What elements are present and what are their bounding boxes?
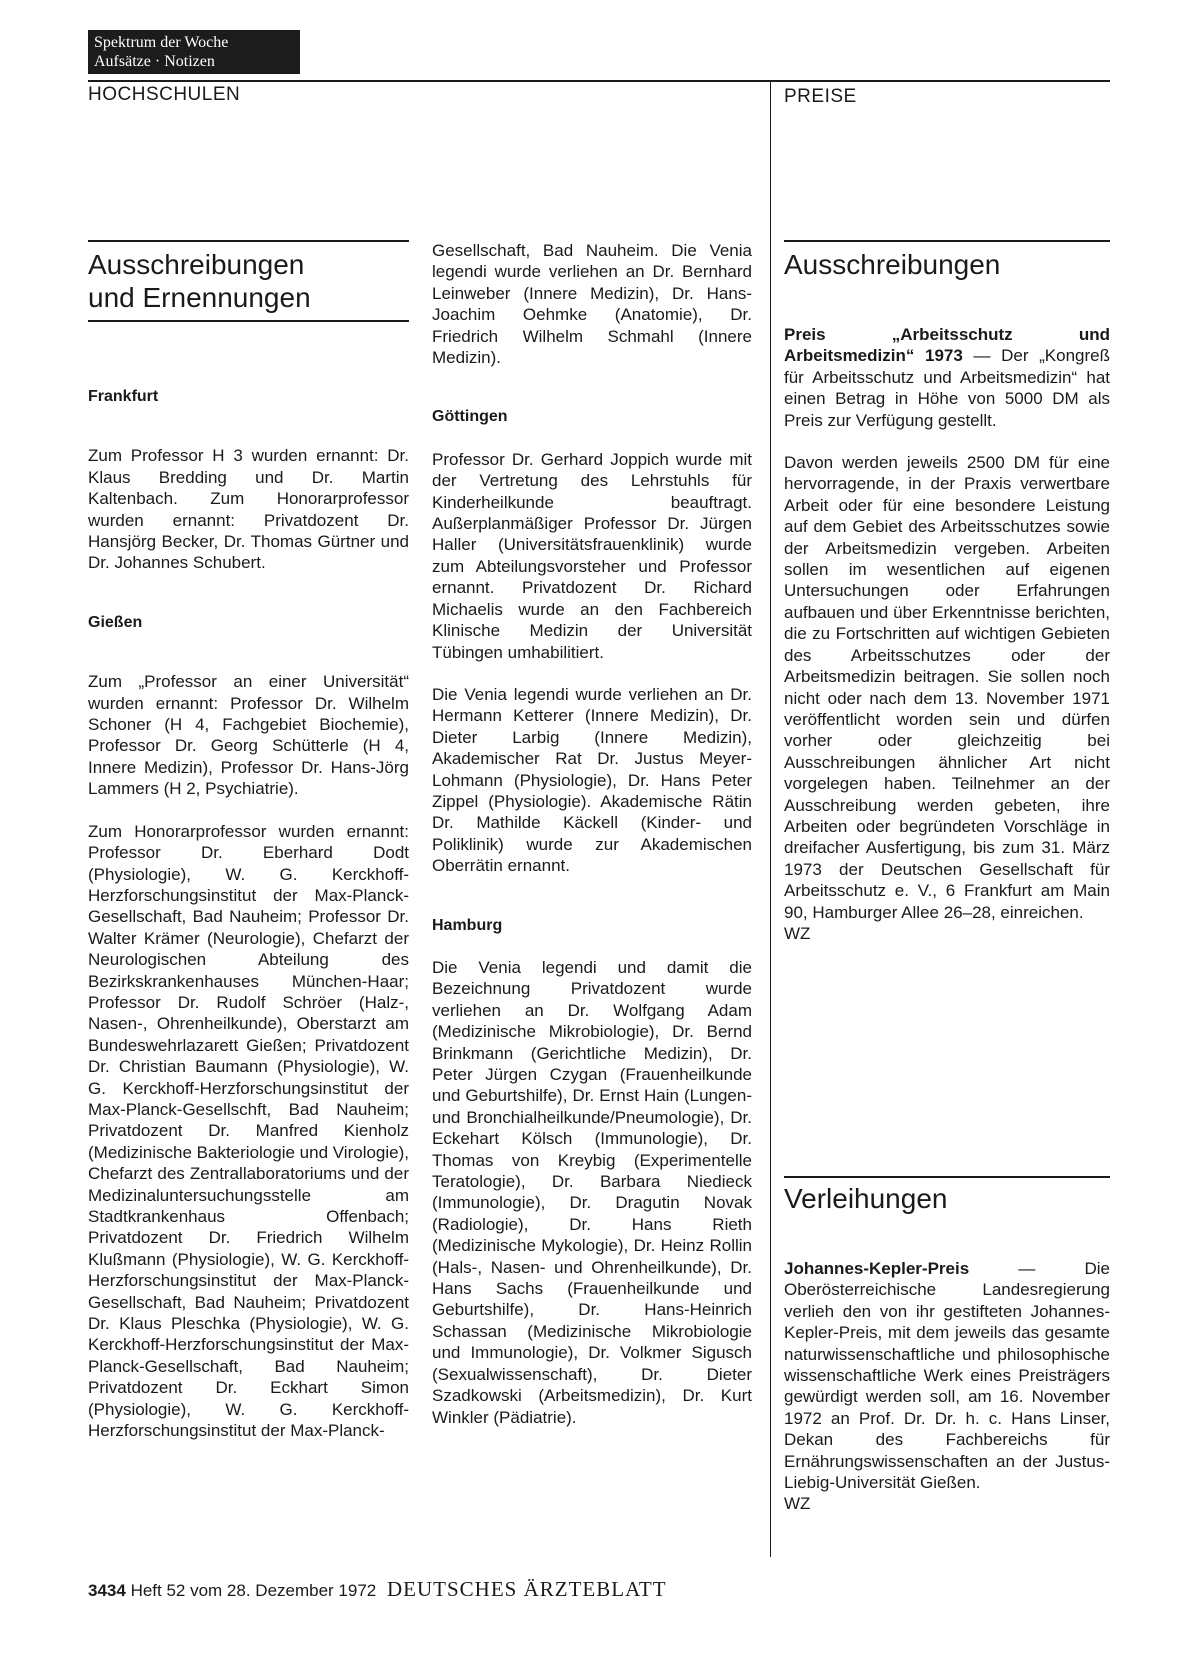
- section-header-box: [88, 30, 300, 74]
- issue-info: Heft 52 vom 28. Dezember 1972: [130, 1581, 377, 1600]
- preis-arbeitsschutz-lead: Preis „Arbeitsschutz und Arbeitsmedizin“ 1973: [784, 325, 1110, 366]
- article-title-line-2: und Ernennungen: [88, 282, 311, 313]
- subhead-goettingen: Göttingen: [432, 408, 508, 426]
- page-footer: [88, 1577, 667, 1602]
- header-line-1: Spektrum der Woche: [94, 34, 229, 51]
- preise-title-ausschreibungen: Ausschreibungen: [784, 249, 1001, 280]
- paragraph-frankfurt: Zum Professor H 3 wurden ernannt: Dr. Klaus Bredding und Dr. Martin Kaltenbach. Zum Honorarprofessor wurden ernannt: Privatdozent Dr. Hansjörg Becker, Dr. Thomas Gürtner und Dr. Johannes Schubert.: [88, 446, 409, 573]
- column-3-body: [784, 248, 1110, 944]
- paragraph-giessen-2: Zum Honorarprofessor wurden ernannt: Professor Dr. Eberhard Dodt (Physiologie), W. G. Kerckhoff-Herzforschungsinstitut der Max-Planck-Gesellschaft, Bad Nauheim; Professor Dr. Walter Krämer (Neurologie), Chefarzt der Neurologischen Abteilung des Bezirkskrankenhauses München-Haar; Professor Dr. Rudolf Schröer (Halz-, Nasen-, Ohrenheilkunde), Oberstarzt am Bundeswehrlazarett Gießen; Privatdozent Dr. Christian Baumann (Physiologie), W. G. Kerckhoff-Herzforschungsinstitut der Max-Planck-Gesellschft, Bad Nauheim; Privatdozent Dr. Manfred Kienholz (Medizinische Bakteriologie und Virologie), Chefarzt des Zentrallaboratoriums und der Medizinaluntersuchungsstelle am Stadtkrankenhaus Offenbach; Privatdozent Dr. Friedrich Wilhelm Klußmann (Physiologie), W. G. Kerckhoff-Herzforschungsinstitut der Max-Planck-Gesellschaft, Bad Nauheim; Privatdozent Dr. Klaus Pleschka (Physiologie), W. G. Kerckhoff-Herzforschungsinstitut der Max-Planck-Gesellschaft, Bad Nauheim; Privatdozent Dr. Eckhart Simon (Physiologie), W. G. Kerckhoff-Herzforschungsinstitut der Max-Planck-: [88, 821, 409, 1441]
- paragraph-hamburg: Die Venia legendi und damit die Bezeichnung Privatdozent wurde verliehen an Dr. Wolfgang Adam (Medizinische Mikrobiologie), Dr. Bernd Brinkmann (Gerichtliche Medizin), Dr. Peter Jürgen Czygan (Frauenheilkunde und Geburtshilfe), Dr. Ernst Hain (Lungen- und Bronchialheilkunde/Pneumologie), Dr. Eckehart Kölsch (Immunologie), Dr. Thomas von Kreybig (Experimentelle Teratologie), Dr. Barbara Niedieck (Immunologie), Dr. Dragutin Novak (Radiologie), Dr. Hans Rieth (Medizinische Mykologie), Dr. Heinz Rollin (Hals-, Nasen- und Ohrenheilkunde), Dr. Hans Sachs (Frauenheilkunde und Geburtshilfe), Dr. Hans-Heinrich Schassan (Medizinische Mikrobiologie und Immunologie), Dr. Volkmer Sigusch (Sexualwissenschaft), Dr. Dieter Szadkowski (Arbeitsmedizin), Dr. Kurt Winkler (Pädiatrie).: [432, 957, 752, 1427]
- subhead-hamburg: Hamburg: [432, 916, 503, 934]
- column-2-body: [432, 240, 752, 1428]
- paragraph-preis-details: Davon werden jeweils 2500 DM für eine hervorragende, in der Praxis verwertbare Arbeit oder für eine besondere Leistung auf dem Gebiet des Arbeitsschutzes sowie der Arbeitsmedizin vergeben. Arbeiten sollen im wesentlichen auf eigenen Untersuchungen oder Erfahrungen aufbauen und über Erkenntnisse berichten, die zu Fortschritten auf wichtigen Gebieten des Arbeitsschutzes oder der Arbeitsmedizin beitragen. Sie sollen noch nicht oder nach dem 13. November 1971 veröffentlicht worden sein und dürfen vorher oder gleichzeitig bei Ausschreibungen ähnlicher Art nicht vorgelegen haben. Teilnehmer an der Ausschreibung werden gebeten, ihre Arbeiten oder begründeten Vorschläge in dreifacher Ausfertigung, bis zum 31. März 1973 der Deutschen Gesellschaft für Arbeitsschutz e. V., 6 Frankfurt am Main 90, Hamburger Allee 26–28, einreichen.: [784, 453, 1110, 922]
- column-divider: [770, 80, 771, 1557]
- author-signature-1: WZ: [784, 923, 811, 943]
- kepler-preis-text: — Die Oberösterreichische Landesregierung verlieh den von ihr gestifteten Johannes-Kepler-Preis, mit dem jeweils das gesamte naturwissenschaftliche und philosophische wissenschaftliche Werk eines Preisträgers gewürdigt werden soll, am 16. November 1972 an Prof. Dr. Dr. h. c. Hans Linser, Dekan des Fachbereichs für Ernährungswissenschaften an der Justus-Liebig-Universität Gießen.: [784, 1259, 1110, 1493]
- col3-title-rule-1: [784, 240, 1110, 242]
- column-1: [88, 248, 409, 314]
- page-number: 3434: [88, 1581, 126, 1600]
- paragraph-preis-arbeitsschutz: [784, 324, 1110, 431]
- kepler-preis-lead: Johannes-Kepler-Preis: [784, 1259, 970, 1278]
- article-title-line-1: Ausschreibungen: [88, 249, 305, 280]
- subhead-giessen: Gießen: [88, 613, 143, 631]
- author-signature-2: WZ: [784, 1494, 811, 1514]
- preise-title-verleihungen: Verleihungen: [784, 1183, 948, 1214]
- top-rule: [88, 80, 1110, 82]
- paragraph-kepler-preis: [784, 1258, 1110, 1493]
- section-label-preise: PREISE: [784, 86, 857, 107]
- paragraph-goettingen-1: Professor Dr. Gerhard Joppich wurde mit der Vertretung des Lehrstuhls für Kinderheilkunde beauftragt. Außerplanmäßiger Professor Dr. Jürgen Haller (Universitätsfrauenklinik) wurde zum Abteilungsvorsteher und Professor ernannt. Privatdozent Dr. Richard Michaelis wurde an den Fachbereich Klinische Medizin der Universität Tübingen umhabilitiert.: [432, 449, 752, 662]
- col1-title-rule-bottom: [88, 320, 409, 322]
- masthead: DEUTSCHES ÄRZTEBLATT: [386, 1577, 667, 1601]
- section-label-hochschulen: HOCHSCHULEN: [88, 84, 241, 105]
- paragraph-goettingen-2: Die Venia legendi wurde verliehen an Dr. Hermann Ketterer (Innere Medizin), Dr. Dieter Larbig (Innere Medizin), Akademischer Rat Dr. Justus Meyer-Lohmann (Physiologie), Dr. Hans Peter Zippel (Physiologie). Akademische Rätin Dr. Mathilde Käckell (Kinder- und Poliklinik) wurde zur Akademischen Oberrätin ernannt.: [432, 684, 752, 876]
- preis-arbeitsschutz-text: — Der „Kongreß für Arbeitsschutz und Arbeitsmedizin“ hat einen Betrag in Höhe von 5000 DM als Preis zur Verfügung gestellt.: [784, 346, 1110, 430]
- subhead-frankfurt: Frankfurt: [88, 388, 159, 405]
- column-3-body-2: [784, 1182, 1110, 1515]
- col1-title-rule-top: [88, 240, 409, 242]
- column-1-body: [88, 386, 409, 1441]
- col3-title-rule-2: [784, 1176, 1110, 1178]
- paragraph-giessen-cont: Gesellschaft, Bad Nauheim. Die Venia legendi wurde verliehen an Dr. Bernhard Leinweber (Innere Medizin), Dr. Hans-Joachim Oehmke (Anatomie), Dr. Friedrich Wilhelm Schmahl (Innere Medizin).: [432, 241, 752, 368]
- header-line-2: Aufsätze · Notizen: [94, 53, 215, 70]
- article-title: [88, 248, 409, 314]
- paragraph-giessen-1: Zum „Professor an einer Universität“ wurden ernannt: Professor Dr. Wilhelm Schoner (H 4, Fachgebiet Biochemie), Professor Dr. Georg Schütterle (H 4, Innere Medizin), Professor Dr. Hans-Jörg Lammers (H 2, Psychiatrie).: [88, 672, 409, 799]
